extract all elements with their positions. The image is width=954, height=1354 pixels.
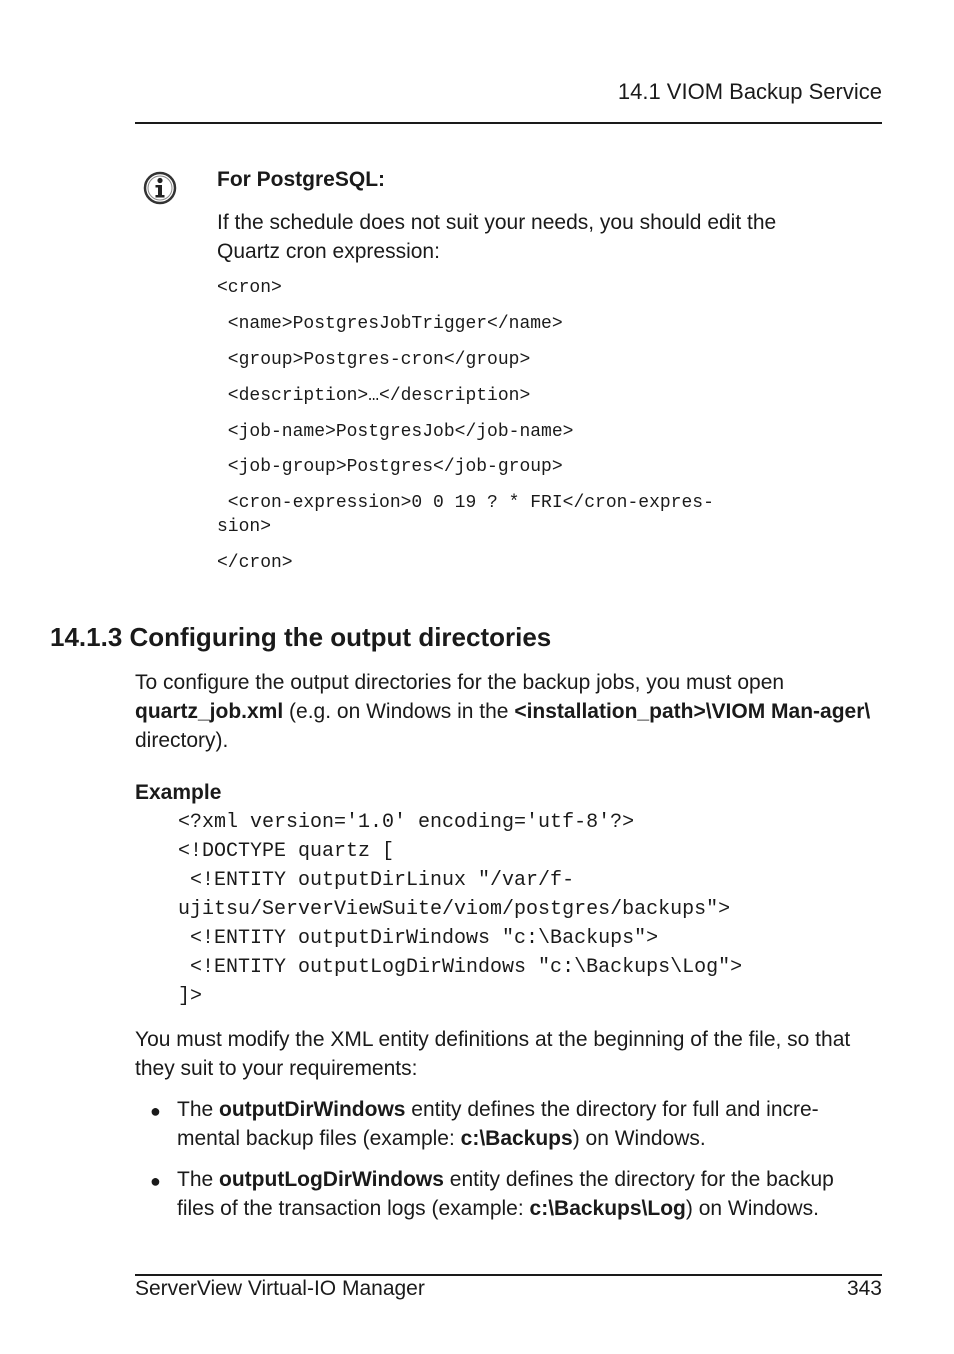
- footer-divider: [135, 1274, 882, 1276]
- page-number: 343: [846, 1277, 882, 1300]
- cron-code-line: <cron>: [217, 278, 282, 298]
- cron-code-line: <group>Postgres-cron</group>: [217, 350, 531, 370]
- cron-code-line: sion>: [217, 517, 272, 537]
- path-text: <installation_path>\VIOM Man-ager\: [514, 700, 871, 723]
- section-heading: 14.1.3 Configuring the output directories: [50, 622, 552, 652]
- cron-code-line: <cron-expression>0 0 19 ? * FRI</cron-expres-: [217, 493, 714, 513]
- example-code-line: <!DOCTYPE quartz [: [178, 840, 395, 863]
- modify-paragraph: You must modify the XML entity definitions at the beginning of the file, so that they suit to your requirements:: [135, 1028, 851, 1080]
- info-icon: [143, 171, 177, 205]
- cron-code-line: <job-group>Postgres</job-group>: [217, 457, 563, 477]
- bullet-icon: ●: [150, 1171, 161, 1191]
- cron-code-line: <name>PostgresJobTrigger</name>: [217, 314, 563, 334]
- example-code-line: <!ENTITY outputLogDirWindows "c:\Backups\Log">: [178, 956, 743, 979]
- example-code-line: <!ENTITY outputDirLinux "/var/f-: [178, 869, 575, 892]
- intro-paragraph: To configure the output directories for the backup jobs, you must open quartz_job.xml (e.g. on Windows in the <installation_path>\VIOM Man-ager\ directory).: [135, 671, 871, 752]
- list-item: The outputLogDirWindows entity defines the directory for the backup files of the transaction logs (example: c:\Backups\Log) on Windows.: [177, 1168, 834, 1220]
- example-code-line: ujitsu/ServerViewSuite/viom/postgres/backups">: [178, 898, 731, 921]
- example-code-line: ]>: [178, 985, 203, 1008]
- cron-code-line: <job-name>PostgresJob</job-name>: [217, 422, 574, 442]
- running-header: 14.1 VIOM Backup Service: [617, 79, 882, 104]
- bullet-icon: ●: [150, 1101, 161, 1121]
- example-code-line: <!ENTITY outputDirWindows "c:\Backups">: [178, 927, 659, 950]
- filename-text: quartz_job.xml: [135, 700, 284, 723]
- footer-product-name: ServerView Virtual-IO Manager: [135, 1277, 425, 1300]
- cron-code-line: </cron>: [217, 553, 293, 573]
- note-text: If the schedule does not suit your needs, you should edit the Quartz cron expression:: [217, 211, 777, 263]
- example-label: Example: [135, 781, 222, 804]
- list-item: The outputDirWindows entity defines the directory for full and incre-mental backup files (example: c:\Backups) on Windows.: [177, 1098, 819, 1150]
- note-title: For PostgreSQL:: [217, 168, 386, 191]
- cron-code-line: <description>…</description>: [217, 386, 531, 406]
- example-code-line: <?xml version='1.0' encoding='utf-8'?>: [178, 811, 635, 834]
- header-divider: [135, 122, 882, 124]
